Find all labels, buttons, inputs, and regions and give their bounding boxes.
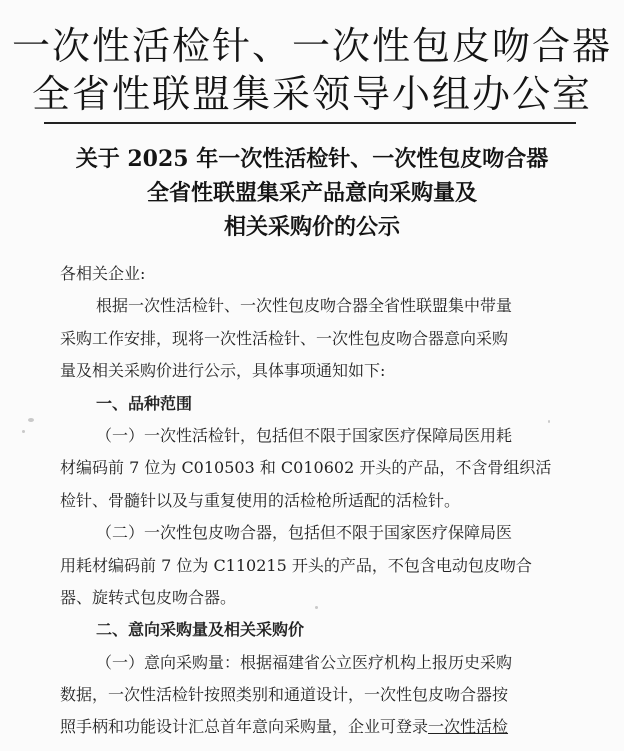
intro-line-2: 采购工作安排，现将一次性活检针、一次性包皮吻合器意向采购 [60, 328, 509, 348]
document-body [60, 258, 580, 744]
scan-speck [548, 420, 550, 423]
section-1-item-2-line-2: 用耗材编码前 7 位为 C110215 开头的产品，不包含电动包皮吻合 [60, 555, 532, 575]
section-1-item-1-line-2: 材编码前 7 位为 C010503 和 C010602 开头的产品，不含骨组织活 [60, 458, 552, 478]
letterhead-line-2: 全省性联盟集采领导小组办公室 [31, 72, 592, 116]
section-2-item-1-line-3 [60, 711, 580, 743]
letterhead-divider [44, 122, 576, 124]
document-title [0, 142, 624, 244]
salutation: 各相关企业: [60, 264, 146, 283]
section-1-item-2-line-3: 器、旋转式包皮吻合器。 [60, 587, 237, 607]
section-2-heading: 二、意向采购量及相关采购价 [96, 620, 305, 640]
title-line-3: 相关采购价的公示 [223, 214, 400, 240]
section-1-item-1-line-1: （一）一次性活检针，包括但不限于国家医疗保障局医用耗 [96, 425, 513, 445]
section-2-item-1-line-1: （一）意向采购量：根据福建省公立医疗机构上报历史采购 [96, 652, 513, 672]
title-line-1: 关于 2025 年一次性活检针、一次性包皮吻合器 [75, 146, 549, 172]
letterhead-line-1: 一次性活检针、一次性包皮吻合器 [11, 24, 612, 68]
section-2-item-1-line-2: 数据，一次性活检针按照类别和通道设计，一次性包皮吻合器按 [60, 685, 509, 705]
intro-line-1: 根据一次性活检针、一次性包皮吻合器全省性联盟集中带量 [96, 296, 513, 316]
scan-speck [315, 606, 318, 609]
section-2-item-1-line-3-text: 照手柄和功能设计汇总首年意向采购量，企业可登录 [60, 717, 429, 737]
intro-line-3: 量及相关采购价进行公示，具体事项通知如下: [60, 361, 386, 381]
section-1-heading: 一、品种范围 [96, 393, 193, 413]
scan-speck [28, 418, 34, 422]
letterhead [0, 22, 624, 118]
section-1-item-2-line-1: （二）一次性包皮吻合器，包括但不限于国家医疗保障局医 [96, 523, 513, 543]
platform-link-text: 一次性活检 [428, 717, 509, 737]
section-1-item-1-line-3: 检针、骨髓针以及与重复使用的活检枪所适配的活检针。 [60, 490, 461, 510]
title-line-2: 全省性联盟集采产品意向采购量及 [146, 180, 477, 206]
scan-speck [22, 430, 25, 433]
